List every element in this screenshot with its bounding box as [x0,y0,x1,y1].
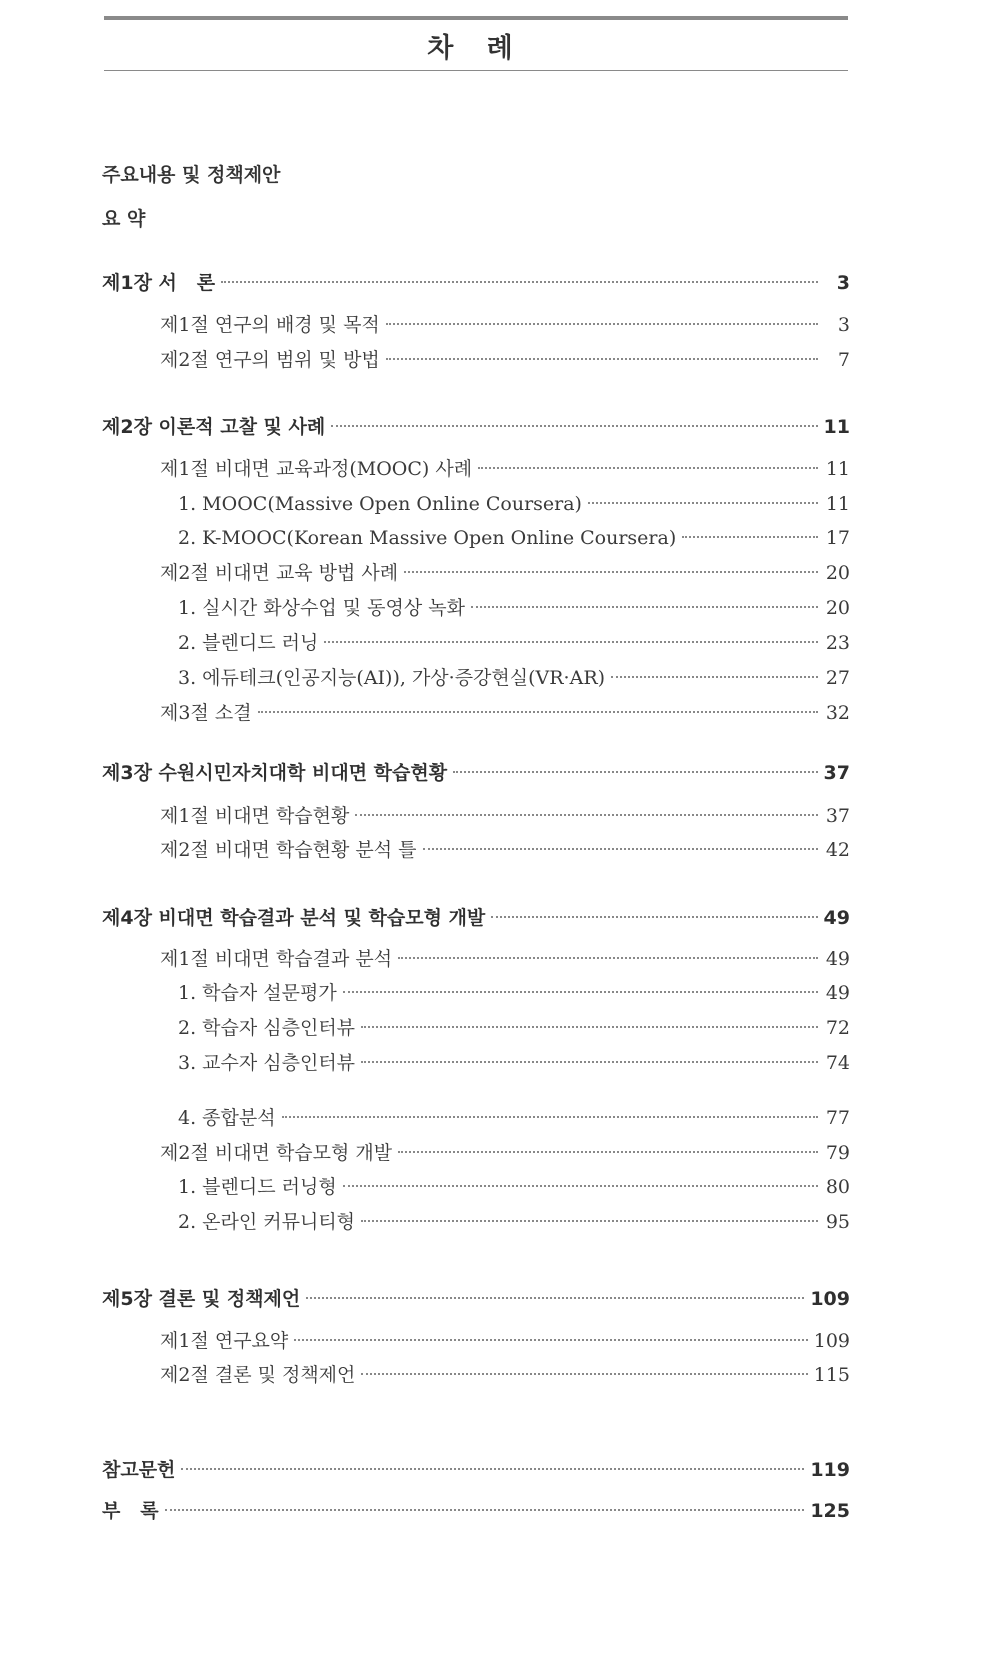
entry-label: 3. 교수자 심층인터뷰 [178,1052,356,1074]
entry-page: 49 [823,907,850,929]
leader-dots [324,641,818,643]
entry-page: 37 [823,762,850,784]
preface-item-summary: 요 약 [102,208,146,230]
leader-dots [478,467,818,469]
entry-page: 27 [825,667,850,689]
entry-page: 49 [825,982,850,1004]
entry-page: 95 [825,1211,850,1233]
entry-label: 2. K-MOOC(Korean Massive Open Online Coursera) [178,527,677,549]
entry-page: 74 [825,1052,850,1074]
toc-entry-section[interactable] [160,801,850,831]
entry-label: 1. 학습자 설문평가 [178,982,337,1004]
toc-entry-section[interactable] [160,310,850,340]
toc-entry-chapter-3[interactable] [102,758,850,788]
entry-page: 125 [810,1500,850,1522]
toc-entry-subsection[interactable] [178,628,850,658]
entry-page: 72 [825,1017,850,1039]
entry-label: 참고문헌 [102,1459,176,1481]
leader-dots [682,536,818,538]
entry-page: 3 [836,272,850,294]
leader-dots [165,1509,805,1511]
entry-label: 제1절 비대면 학습현황 [160,805,350,827]
entry-page: 49 [825,948,850,970]
entry-label: 제1절 연구의 배경 및 목적 [160,314,380,336]
entry-page: 23 [825,632,850,654]
toc-entry-section[interactable] [160,454,850,484]
toc-entry-subsection[interactable] [178,1103,850,1133]
entry-label: 3. 에듀테크(인공지능(AI)), 가상·증강현실(VR·AR) [178,667,606,689]
toc-entry-subsection[interactable] [178,489,850,519]
toc-entry-subsection[interactable] [178,663,850,693]
leader-dots [343,1185,818,1187]
entry-label: 제4장 비대면 학습결과 분석 및 학습모형 개발 [102,907,486,929]
entry-label: 제3절 소결 [160,702,252,724]
toc-entry-section[interactable] [160,835,850,865]
entry-label: 제5장 결론 및 정책제언 [102,1288,301,1310]
entry-label: 제1절 비대면 교육과정(MOOC) 사례 [160,458,473,480]
leader-dots [491,916,817,918]
toc-entry-chapter-2[interactable] [102,412,850,442]
toc-entry-section[interactable] [160,698,850,728]
leader-dots [306,1297,804,1299]
toc-entry-section[interactable] [160,1138,850,1168]
entry-label: 제2절 비대면 학습모형 개발 [160,1142,393,1164]
leader-dots [361,1061,818,1063]
entry-label: 제2절 비대면 교육 방법 사례 [160,562,399,584]
entry-label: 4. 종합분석 [178,1107,276,1129]
toc-entry-references[interactable] [102,1455,850,1485]
entry-page: 3 [837,314,850,336]
entry-label: 1. MOOC(Massive Open Online Coursera) [178,493,582,515]
entry-label: 제2절 비대면 학습현황 분석 틀 [160,839,417,861]
toc-entry-subsection[interactable] [178,1013,850,1043]
entry-page: 11 [823,416,850,438]
leader-dots [361,1026,818,1028]
entry-label: 부 록 [102,1500,159,1522]
entry-page: 11 [825,458,850,480]
leader-dots [343,991,818,993]
entry-page: 109 [813,1330,850,1352]
entry-page: 79 [825,1142,850,1164]
entry-label: 1. 실시간 화상수업 및 동영상 녹화 [178,597,465,619]
leader-dots [294,1339,807,1341]
toc-entry-subsection[interactable] [178,593,850,623]
leader-dots [282,1116,818,1118]
toc-entry-chapter-5[interactable] [102,1284,850,1314]
entry-page: 11 [825,493,850,515]
leader-dots [398,957,818,959]
toc-entry-subsection[interactable] [178,523,850,553]
leader-dots [386,323,818,325]
entry-label: 2. 학습자 심층인터뷰 [178,1017,356,1039]
entry-label: 2. 블렌디드 러닝 [178,632,319,654]
title-top-rule [104,16,848,20]
entry-label: 2. 온라인 커뮤니티형 [178,1211,356,1233]
toc-entry-subsection[interactable] [178,1207,850,1237]
preface-item-main-content: 주요내용 및 정책제안 [102,164,281,186]
leader-dots [404,571,818,573]
toc-entry-section[interactable] [160,1360,850,1390]
entry-page: 32 [825,702,850,724]
entry-page: 17 [825,527,850,549]
leader-dots [258,711,818,713]
toc-entry-section[interactable] [160,345,850,375]
leader-dots [361,1220,818,1222]
leader-dots [181,1468,804,1470]
entry-label: 제1장 서 론 [102,272,216,294]
toc-entry-appendix[interactable] [102,1496,850,1526]
entry-page: 109 [810,1288,850,1310]
entry-page: 115 [813,1364,850,1386]
leader-dots [386,358,818,360]
entry-label: 제3장 수원시민자치대학 비대면 학습현황 [102,762,448,784]
entry-page: 119 [810,1459,850,1481]
leader-dots [361,1373,807,1375]
leader-dots [355,814,818,816]
toc-entry-section[interactable] [160,944,850,974]
toc-entry-subsection[interactable] [178,1048,850,1078]
entry-page: 20 [825,562,850,584]
toc-entry-subsection[interactable] [178,978,850,1008]
entry-page: 77 [825,1107,850,1129]
entry-page: 20 [825,597,850,619]
entry-label: 제2절 연구의 범위 및 방법 [160,349,380,371]
leader-dots [398,1151,818,1153]
leader-dots [588,502,818,504]
entry-page: 42 [825,839,850,861]
entry-page: 7 [837,349,850,371]
leader-dots [471,606,818,608]
toc-entry-chapter-1[interactable] [102,268,850,298]
leader-dots [453,771,817,773]
leader-dots [611,676,818,678]
entry-page: 37 [825,805,850,827]
toc-entry-chapter-4[interactable] [102,903,850,933]
toc-entry-section[interactable] [160,558,850,588]
entry-label: 제2장 이론적 고찰 및 사례 [102,416,326,438]
entry-label: 1. 블렌디드 러닝형 [178,1176,337,1198]
leader-dots [221,281,818,283]
title-bottom-rule [104,70,848,71]
page-title: 차 례 [427,33,525,64]
entry-label: 제2절 결론 및 정책제언 [160,1364,356,1386]
toc-entry-subsection[interactable] [178,1172,850,1202]
entry-label: 제1절 비대면 학습결과 분석 [160,948,393,970]
leader-dots [423,848,819,850]
entry-page: 80 [825,1176,850,1198]
toc-entry-section[interactable] [160,1326,850,1356]
entry-label: 제1절 연구요약 [160,1330,289,1352]
leader-dots [331,425,817,427]
